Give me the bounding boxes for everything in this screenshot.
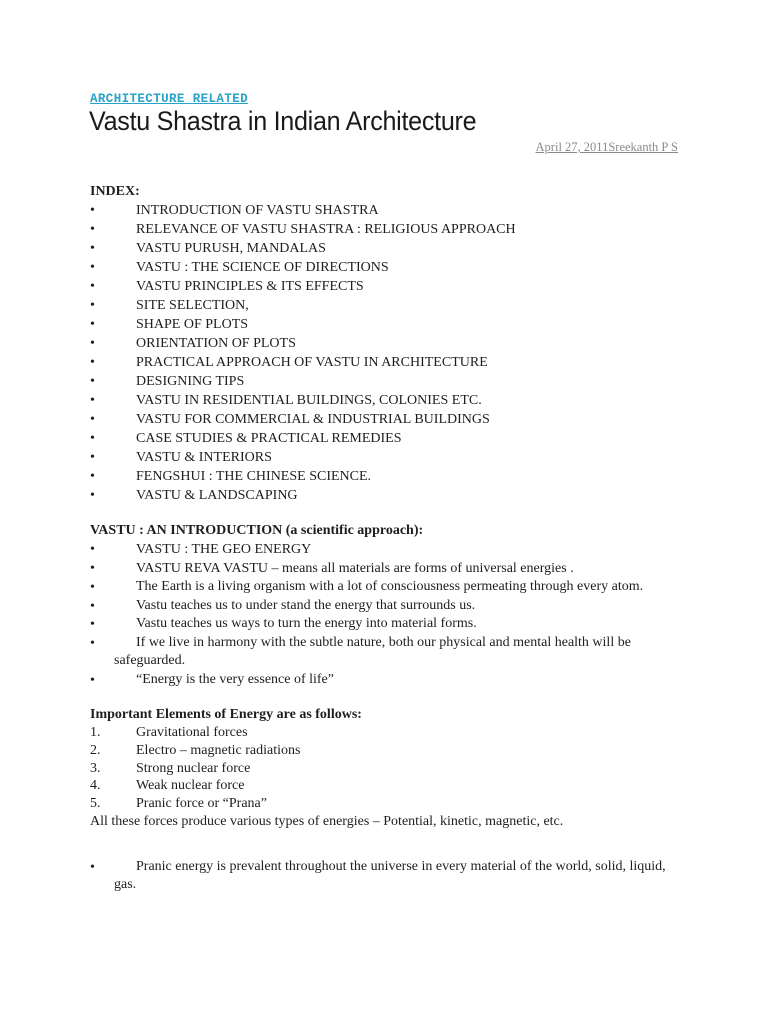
bullet-icon: •	[90, 393, 95, 408]
bullet-icon: •	[90, 374, 95, 389]
elements-list	[90, 724, 680, 813]
list-item	[90, 559, 680, 578]
index-heading: INDEX:	[90, 184, 140, 199]
post-byline[interactable]: April 27, 2011Sreekanth P S	[535, 140, 678, 154]
bullet-icon: •	[90, 412, 95, 427]
list-item-text: Weak nuclear force	[136, 778, 245, 794]
bullet-icon: •	[90, 542, 95, 557]
bullet-icon: •	[90, 488, 95, 503]
bullet-icon: •	[90, 450, 95, 465]
list-item	[90, 239, 680, 258]
intro-heading: VASTU : AN INTRODUCTION (a scientific approach):	[90, 523, 424, 538]
bullet-icon: •	[90, 336, 95, 351]
list-item-text: VASTU PURUSH, MANDALAS	[136, 241, 326, 256]
bullet-icon: •	[90, 469, 95, 484]
list-item	[90, 296, 680, 315]
list-item	[90, 467, 680, 486]
bullet-icon: •	[90, 279, 95, 294]
bullet-icon: •	[90, 317, 95, 332]
list-item-text: VASTU FOR COMMERCIAL & INDUSTRIAL BUILDINGS	[136, 412, 490, 427]
pranic-list	[90, 858, 680, 895]
bullet-icon: •	[90, 859, 95, 875]
list-item	[90, 353, 680, 372]
list-item	[90, 220, 680, 239]
list-item-text: CASE STUDIES & PRACTICAL REMEDIES	[136, 431, 402, 446]
index-list	[90, 201, 680, 505]
list-item-text: Pranic energy is prevalent throughout the universe in every material of the world, solid, liquid, gas.	[114, 858, 666, 893]
numbered-item	[90, 760, 680, 778]
list-item-text: VASTU IN RESIDENTIAL BUILDINGS, COLONIES ETC.	[136, 393, 482, 408]
list-item	[90, 372, 680, 391]
bullet-icon: •	[90, 241, 95, 256]
list-item-text: VASTU & LANDSCAPING	[136, 488, 298, 503]
list-item-text: Vastu teaches us ways to turn the energy into material forms.	[136, 616, 477, 631]
elements-heading: Important Elements of Energy are as follows:	[90, 707, 362, 722]
elements-summary: All these forces produce various types of energies – Potential, kinetic, magnetic, etc.	[90, 813, 564, 829]
list-item	[90, 615, 680, 634]
item-number: 1.	[90, 725, 101, 740]
list-item-text: Pranic force or “Prana”	[136, 796, 267, 812]
bullet-icon: •	[90, 561, 95, 576]
list-item	[90, 258, 680, 277]
list-item	[90, 391, 680, 410]
list-item-text: VASTU REVA VASTU – means all materials are forms of universal energies .	[136, 561, 574, 576]
list-item-text: VASTU : THE SCIENCE OF DIRECTIONS	[136, 260, 389, 275]
bullet-icon: •	[90, 635, 95, 651]
list-item	[90, 486, 680, 505]
list-item	[90, 597, 680, 616]
list-item	[90, 858, 680, 895]
list-item-text: VASTU : THE GEO ENERGY	[136, 542, 312, 557]
list-item-text: Vastu teaches us to under stand the energy that surrounds us.	[136, 597, 476, 613]
article-body	[90, 182, 680, 895]
bullet-icon: •	[90, 672, 95, 688]
list-item-text: INTRODUCTION OF VASTU SHASTRA	[136, 203, 379, 218]
list-item-text: Strong nuclear force	[136, 760, 251, 776]
list-item	[90, 315, 680, 334]
list-item	[90, 634, 680, 671]
bullet-icon: •	[90, 222, 95, 237]
numbered-item	[90, 742, 680, 760]
list-item	[90, 410, 680, 429]
list-item-text: FENGSHUI : THE CHINESE SCIENCE.	[136, 469, 372, 484]
bullet-icon: •	[90, 355, 95, 370]
bullet-icon: •	[90, 203, 95, 218]
list-item-text: Gravitational forces	[136, 725, 248, 740]
list-item-text: SHAPE OF PLOTS	[136, 317, 249, 332]
item-number: 3.	[90, 760, 101, 776]
list-item	[90, 540, 680, 559]
list-item-text: ORIENTATION OF PLOTS	[136, 336, 296, 351]
bullet-icon: •	[90, 260, 95, 275]
intro-list	[90, 540, 680, 689]
numbered-item	[90, 795, 680, 813]
list-item	[90, 334, 680, 353]
page-title: Vastu Shastra in Indian Architecture	[89, 106, 477, 136]
list-item-text: If we live in harmony with the subtle nature, both our physical and mental health will be safeguarded.	[114, 634, 631, 668]
list-item-text: VASTU & INTERIORS	[136, 450, 272, 465]
list-item	[90, 277, 680, 296]
list-item	[90, 671, 680, 690]
list-item-text: PRACTICAL APPROACH OF VASTU IN ARCHITECTURE	[136, 355, 488, 370]
bullet-icon: •	[90, 598, 95, 614]
category-link[interactable]: ARCHITECTURE RELATED	[90, 92, 249, 106]
list-item-text: DESIGNING TIPS	[136, 374, 245, 389]
bullet-icon: •	[90, 298, 95, 313]
list-item	[90, 429, 680, 448]
list-item-text: VASTU PRINCIPLES & ITS EFFECTS	[136, 279, 364, 294]
bullet-icon: •	[90, 617, 95, 632]
bullet-icon: •	[90, 580, 95, 595]
bullet-icon: •	[90, 431, 95, 446]
list-item-text: “Energy is the very essence of life”	[136, 671, 334, 687]
list-item	[90, 201, 680, 220]
numbered-item	[90, 724, 680, 742]
item-number: 4.	[90, 778, 101, 794]
list-item-text: Electro – magnetic radiations	[136, 742, 301, 758]
item-number: 2.	[90, 742, 101, 758]
list-item-text: SITE SELECTION,	[136, 298, 249, 313]
list-item-text: The Earth is a living organism with a lot of consciousness permeating through every atom.	[136, 579, 644, 594]
item-number: 5.	[90, 796, 101, 812]
list-item	[90, 578, 680, 597]
list-item-text: RELEVANCE OF VASTU SHASTRA : RELIGIOUS APPROACH	[136, 222, 516, 237]
numbered-item	[90, 777, 680, 795]
list-item	[90, 448, 680, 467]
